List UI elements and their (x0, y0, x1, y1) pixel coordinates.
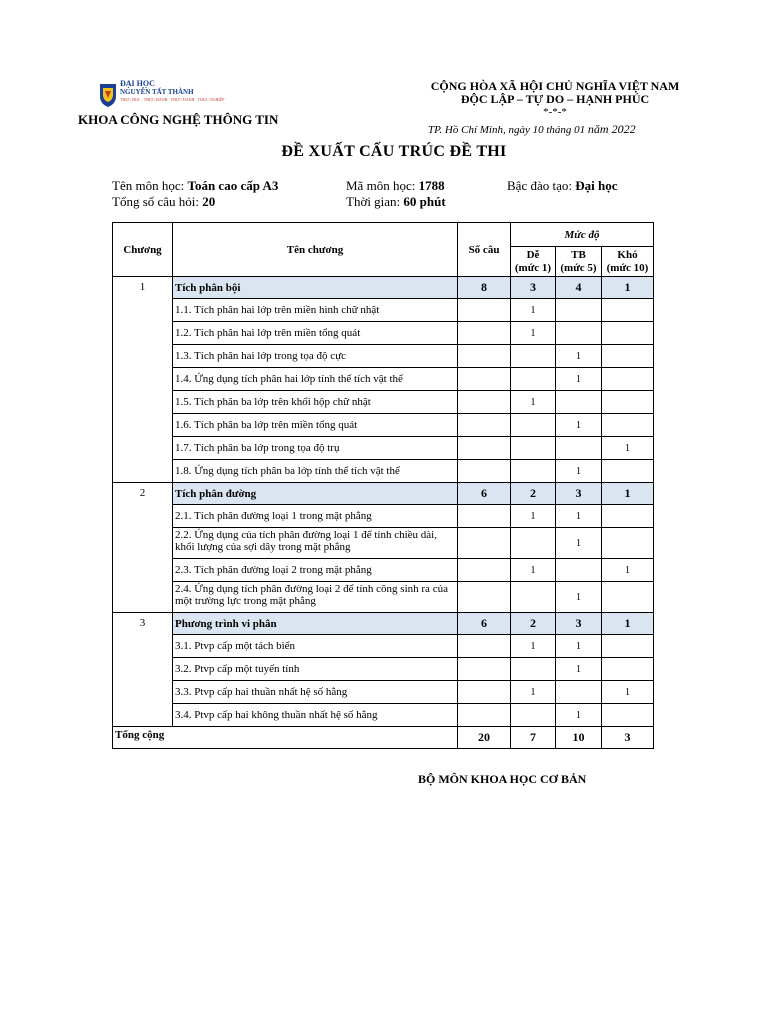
topic-hard (602, 322, 654, 345)
topic-name: 1.1. Tích phân hai lớp trên miền hình chữ nhật (173, 299, 458, 322)
code-value: 1788 (418, 178, 445, 193)
chapter-hard: 1 (602, 613, 654, 635)
topic-easy (511, 414, 556, 437)
topic-row (113, 635, 654, 658)
topic-name: 1.7. Tích phân ba lớp trong tọa độ trụ (173, 437, 458, 460)
topic-medium (556, 559, 602, 582)
chapter-hard: 1 (602, 277, 654, 299)
topic-medium: 1 (556, 658, 602, 681)
topic-row (113, 528, 654, 559)
topic-count (458, 635, 511, 658)
national-header (400, 80, 710, 119)
topic-easy (511, 437, 556, 460)
chapter-medium: 3 (556, 483, 602, 505)
chapter-easy: 2 (511, 483, 556, 505)
topic-count (458, 704, 511, 727)
topic-row (113, 460, 654, 483)
topic-row (113, 681, 654, 704)
header-medium: TB (mức 5) (556, 247, 602, 277)
topic-count (458, 414, 511, 437)
count-value: 20 (202, 194, 216, 209)
topic-count (458, 368, 511, 391)
department-name: KHOA CÔNG NGHỆ THÔNG TIN (78, 112, 279, 127)
topic-count (458, 559, 511, 582)
topic-row (113, 391, 654, 414)
topic-medium: 1 (556, 635, 602, 658)
exam-structure-table (112, 222, 654, 749)
topic-name: 2.3. Tích phân đường loại 2 trong mặt phẳng (173, 559, 458, 582)
chapter-easy: 3 (511, 277, 556, 299)
topic-medium: 1 (556, 414, 602, 437)
total-label: Tổng cộng (113, 727, 458, 749)
topic-easy (511, 460, 556, 483)
chapter-row (113, 483, 654, 505)
total-count: 20 (458, 727, 511, 749)
topic-medium: 1 (556, 345, 602, 368)
topic-name: 1.6. Tích phân ba lớp trên miền tổng quát (173, 414, 458, 437)
topic-row (113, 582, 654, 613)
total-medium: 10 (556, 727, 602, 749)
logo-emblem-icon (98, 82, 118, 108)
nation-stars: *-*-* (543, 106, 567, 118)
topic-easy: 1 (511, 299, 556, 322)
university-logo (98, 80, 228, 110)
subject-value: Toán cao cấp A3 (187, 178, 279, 193)
date-year: năm 2022 (587, 122, 636, 136)
topic-name: 1.2. Tích phân hai lớp trên miền tổng quát (173, 322, 458, 345)
topic-hard (602, 368, 654, 391)
chapter-title: Tích phân bội (173, 277, 458, 299)
topic-count (458, 582, 511, 613)
topic-hard (602, 460, 654, 483)
chapter-row (113, 613, 654, 635)
header-chapter-name: Tên chương (173, 223, 458, 277)
topic-easy: 1 (511, 505, 556, 528)
topic-row (113, 345, 654, 368)
topic-medium (556, 322, 602, 345)
topic-row (113, 559, 654, 582)
topic-count (458, 299, 511, 322)
topic-medium: 1 (556, 460, 602, 483)
question-count-info (112, 194, 215, 210)
topic-hard (602, 528, 654, 559)
topic-name: 1.8. Ứng dụng tích phân ba lớp tính thể tích vật thể (173, 460, 458, 483)
date-text: TP. Hồ Chí Minh, ngày 10 tháng 01 (428, 124, 586, 136)
topic-medium: 1 (556, 528, 602, 559)
topic-count (458, 437, 511, 460)
topic-hard (602, 658, 654, 681)
nation-line-2: ĐỘC LẬP – TỰ DO – HẠNH PHÚC (460, 92, 650, 106)
topic-medium: 1 (556, 582, 602, 613)
code-info (346, 178, 445, 194)
topic-hard (602, 299, 654, 322)
topic-name: 3.3. Ptvp cấp hai thuần nhất hệ số hằng (173, 681, 458, 704)
topic-name: 1.5. Tích phân ba lớp trên khối hộp chữ nhật (173, 391, 458, 414)
topic-hard (602, 505, 654, 528)
chapter-easy: 2 (511, 613, 556, 635)
topic-name: 2.2. Ứng dụng của tích phân đường loại 1 để tính chiều dài, khối lượng của sợi dây trong mặt phẳng (173, 528, 458, 559)
topic-easy (511, 528, 556, 559)
header-easy: Dễ (mức 1) (511, 247, 556, 277)
topic-count (458, 345, 511, 368)
logo-wordmark (120, 80, 224, 104)
time-label: Thời gian: (346, 194, 401, 209)
header-level: Mức độ (511, 223, 654, 247)
chapter-count: 6 (458, 613, 511, 635)
topic-hard: 1 (602, 437, 654, 460)
topic-medium (556, 299, 602, 322)
chapter-hard: 1 (602, 483, 654, 505)
topic-hard: 1 (602, 559, 654, 582)
total-easy: 7 (511, 727, 556, 749)
topic-name: 2.1. Tích phân đường loại 1 trong mặt phẳng (173, 505, 458, 528)
chapter-medium: 3 (556, 613, 602, 635)
topic-easy (511, 368, 556, 391)
total-hard: 3 (602, 727, 654, 749)
logo-line-3: THỰC HỌC · THỰC HÀNH · THỰC DANH · THỰC NGHIỆP (120, 97, 225, 102)
topic-name: 1.3. Tích phân hai lớp trong tọa độ cực (173, 345, 458, 368)
chapter-title: Tích phân đường (173, 483, 458, 505)
document-date (428, 122, 636, 137)
topic-hard (602, 414, 654, 437)
header-hard: Khó (mức 10) (602, 247, 654, 277)
logo-line-1: ĐẠI HỌC (120, 79, 155, 88)
header-chapter: Chương (113, 223, 173, 277)
topic-easy: 1 (511, 635, 556, 658)
topic-name: 3.2. Ptvp cấp một tuyến tính (173, 658, 458, 681)
topic-medium (556, 391, 602, 414)
topic-count (458, 681, 511, 704)
topic-hard (602, 704, 654, 727)
topic-medium (556, 437, 602, 460)
code-label: Mã môn học: (346, 178, 416, 193)
topic-easy (511, 345, 556, 368)
level-value: Đại học (575, 178, 618, 193)
topic-name: 3.4. Ptvp cấp hai không thuần nhất hệ số hằng (173, 704, 458, 727)
topic-count (458, 322, 511, 345)
chapter-count: 8 (458, 277, 511, 299)
level-label: Bậc đào tạo: (507, 178, 572, 193)
page-title: ĐỀ XUẤT CẤU TRÚC ĐỀ THI (281, 143, 507, 160)
topic-count (458, 505, 511, 528)
time-value: 60 phút (403, 194, 446, 209)
topic-hard (602, 635, 654, 658)
topic-row (113, 658, 654, 681)
topic-row (113, 437, 654, 460)
footer-signature-dept: BỘ MÔN KHOA HỌC CƠ BẢN (418, 772, 587, 786)
chapter-number: 3 (113, 613, 173, 727)
chapter-medium: 4 (556, 277, 602, 299)
topic-count (458, 391, 511, 414)
topic-count (458, 658, 511, 681)
topic-row (113, 368, 654, 391)
chapter-count: 6 (458, 483, 511, 505)
count-label: Tổng số câu hỏi: (112, 194, 200, 209)
topic-row (113, 322, 654, 345)
subject-info (112, 178, 278, 194)
topic-easy (511, 582, 556, 613)
logo-line-2: NGUYỄN TẤT THÀNH (120, 88, 194, 96)
topic-medium: 1 (556, 368, 602, 391)
topic-row (113, 704, 654, 727)
topic-hard (602, 345, 654, 368)
topic-easy: 1 (511, 322, 556, 345)
chapter-row (113, 277, 654, 299)
topic-hard: 1 (602, 681, 654, 704)
topic-medium: 1 (556, 704, 602, 727)
topic-name: 3.1. Ptvp cấp một tách biến (173, 635, 458, 658)
topic-count (458, 460, 511, 483)
chapter-number: 2 (113, 483, 173, 613)
chapter-title: Phương trình vi phân (173, 613, 458, 635)
topic-medium: 1 (556, 505, 602, 528)
topic-row (113, 505, 654, 528)
subject-label: Tên môn học: (112, 178, 185, 193)
chapter-number: 1 (113, 277, 173, 483)
topic-count (458, 528, 511, 559)
topic-easy: 1 (511, 681, 556, 704)
topic-hard (602, 391, 654, 414)
topic-easy (511, 658, 556, 681)
topic-easy: 1 (511, 559, 556, 582)
topic-easy: 1 (511, 391, 556, 414)
topic-easy (511, 704, 556, 727)
topic-row (113, 414, 654, 437)
nation-line-1: CỘNG HÒA XÃ HỘI CHỦ NGHĨA VIỆT NAM (430, 79, 680, 93)
level-info (507, 178, 617, 194)
header-question-count: Số câu (458, 223, 511, 277)
topic-name: 1.4. Ứng dụng tích phân hai lớp tính thể tích vật thể (173, 368, 458, 391)
topic-row (113, 299, 654, 322)
topic-name: 2.4. Ứng dụng tích phân đường loại 2 để tính công sinh ra của một trường lực trong mặt phẳng (173, 582, 458, 613)
topic-hard (602, 582, 654, 613)
topic-medium (556, 681, 602, 704)
total-row (113, 727, 654, 749)
time-info (346, 194, 446, 210)
